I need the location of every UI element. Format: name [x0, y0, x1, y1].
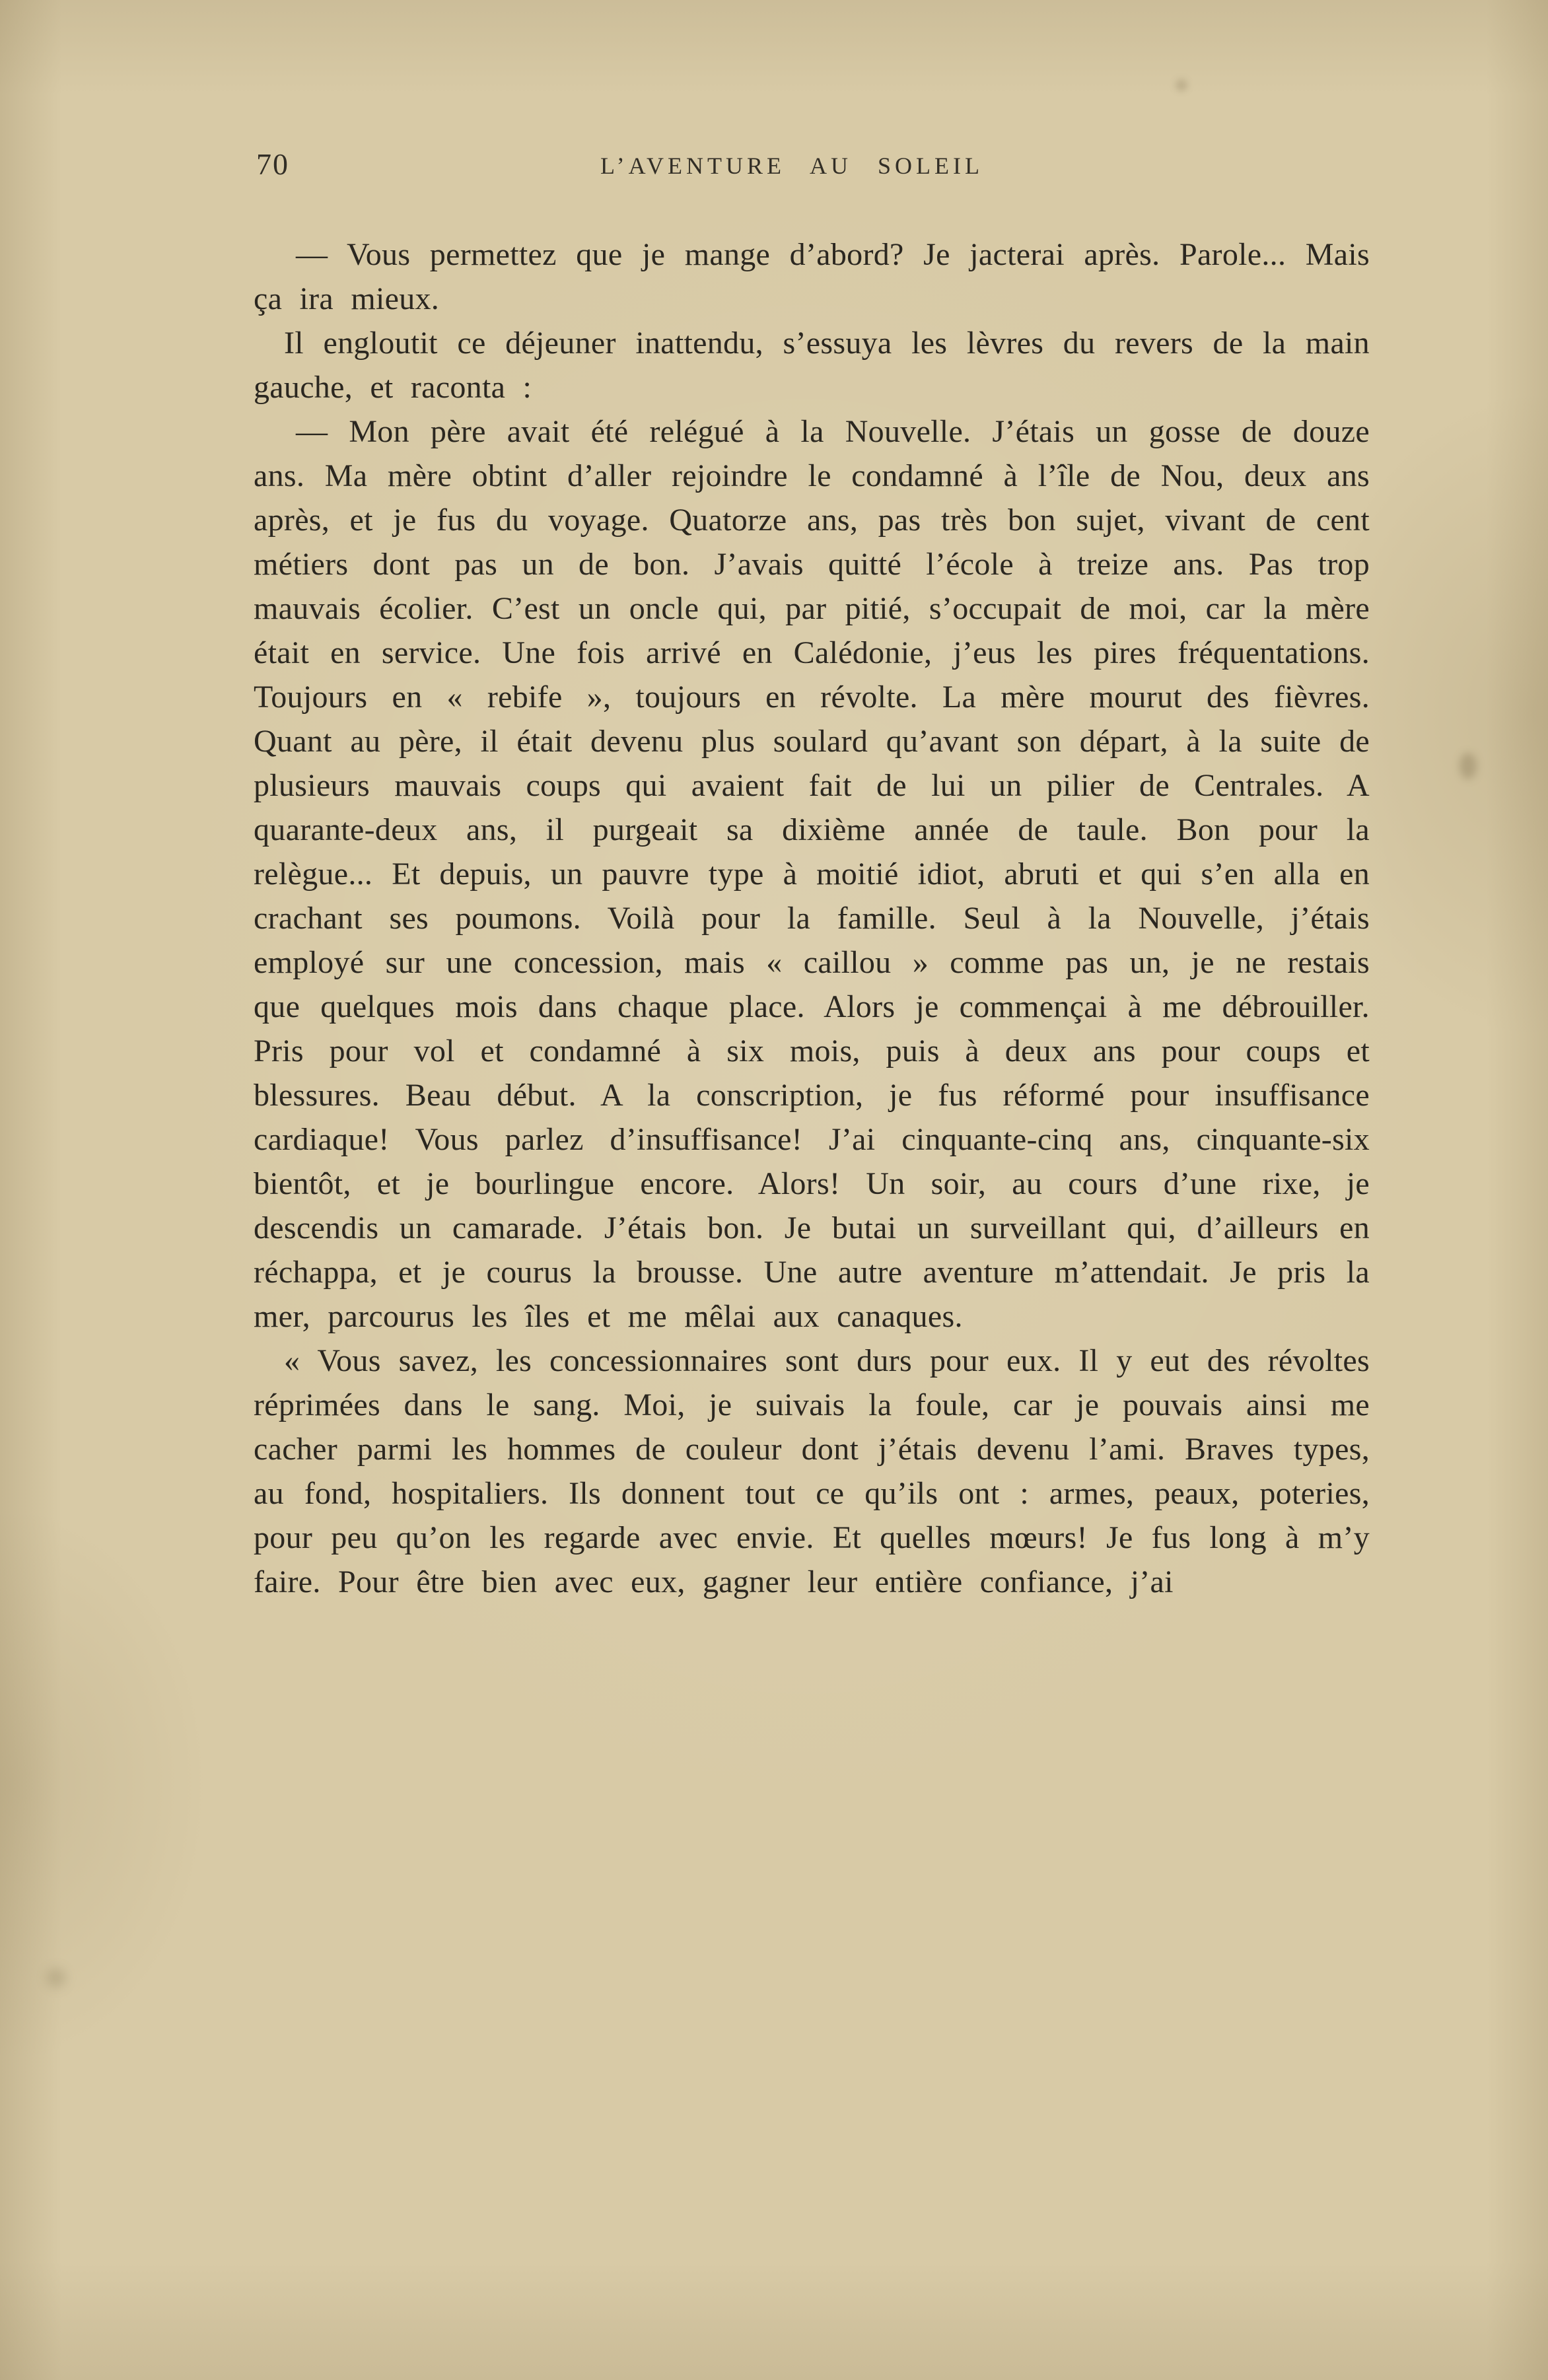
paragraph-narration: Il engloutit ce déjeuner inattendu, s’essuya les lèvres du revers de la main gauche, et raconta :: [254, 326, 1370, 405]
paragraph-dialogue-3: « Vous savez, les concessionnaires sont durs pour eux. Il y eut des révoltes réprimées dans le sang. Moi, je suivais la foule, car je pouvais ainsi me cacher parmi les hommes de couleur dont j’étais devenu l’ami. Braves types, au fond, hospitaliers. Ils donnent tout ce qu’ils ont : armes, peaux, poteries, pour peu qu’on les regarde avec envie. Et quelles mœurs! Je fus long à m’y faire. Pour être bien avec eux, gagner leur entière confiance, j’ai: [254, 1343, 1370, 1599]
paper-stain: [1176, 79, 1187, 91]
page-number: 70: [256, 147, 289, 181]
text-block: [254, 232, 1370, 1604]
paragraph-dialogue-1: — Vous permettez que je mange d’abord? Je jacterai après. Parole... Mais ça ira mieux.: [254, 237, 1370, 316]
paragraph-dialogue-2: — Mon père avait été relégué à la Nouvelle. J’étais un gosse de douze ans. Ma mère obtint d’aller rejoindre le condamné à l’île de Nou, deux ans après, et je fus du voyage. Quatorze ans, pas très bon sujet, vivant de cent métiers dont pas un de bon. J’avais quitté l’école à treize ans. Pas trop mauvais écolier. C’est un oncle qui, par pitié, s’occupait de moi, car la mère était en service. Une fois arrivé en Calédonie, j’eus les pires fréquentations. Toujours en « rebife », toujours en révolte. La mère mourut des fièvres. Quant au père, il était devenu plus soulard qu’avant son départ, à la suite de plusieurs mauvais coups qui avaient fait de lui un pilier de Centrales. A quarante-deux ans, il purgeait sa dixième année de taule. Bon pour la relègue... Et depuis, un pauvre type à moitié idiot, abruti et qui s’en alla en crachant ses poumons. Voilà pour la famille. Seul à la Nouvelle, j’étais employé sur une concession, mais « caillou » comme pas un, je ne restais que quelques mois dans chaque place. Alors je commençai à me débrouiller. Pris pour vol et condamné à six mois, puis à deux ans pour coups et blessures. Beau début. A la conscription, je fus réformé pour insuffisance cardiaque! Vous parlez d’insuffisance! J’ai cinquante-cinq ans, cinquante-six bientôt, et je bourlingue encore. Alors! Un soir, au cours d’une rixe, je descendis un camarade. J’étais bon. Je butai un surveillant qui, d’ailleurs en réchappa, et je courus la brousse. Une autre aventure m’attendait. Je pris la mer, parcourus les îles et me mêlai aux canaques.: [254, 414, 1370, 1334]
running-title: L’AVENTURE AU SOLEIL: [600, 153, 983, 179]
paper-stain: [1460, 753, 1477, 779]
paper-stain: [46, 1968, 66, 1988]
page-header: [254, 147, 1370, 193]
